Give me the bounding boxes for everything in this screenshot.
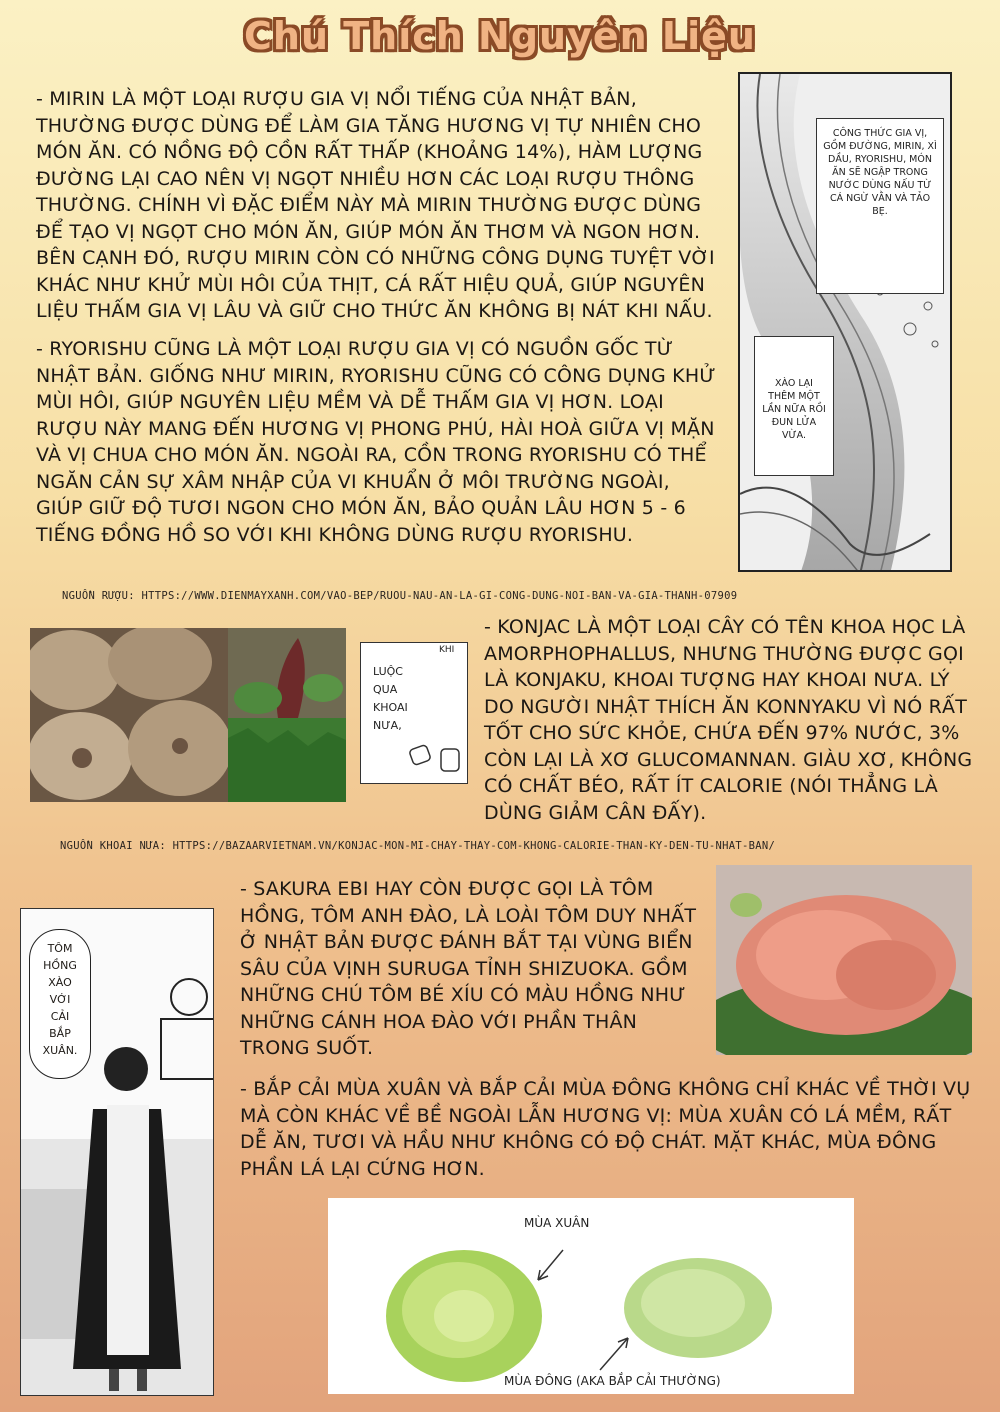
bubble-line: CẢI — [50, 1010, 70, 1023]
manga-panel-shop — [20, 908, 214, 1396]
cabbage-illustration — [328, 1198, 854, 1394]
cabbage-comparison-panel — [328, 1198, 854, 1394]
manga-panel-sauce — [738, 72, 952, 572]
sakura-ebi-paragraph: - SAKURA EBI HAY CÒN ĐƯỢC GỌI LÀ TÔM HỒNG, TÔM ANH ĐÀO, LÀ LOÀI TÔM DUY NHẤT Ở NHẬT BẢN ĐƯỢC ĐÁNH BẮT TẠI VÙNG BIỂN SÂU CỦA VỊNH SURUGA TỈNH SHIZUOKA. GỒM NHỮNG CHÚ TÔM BÉ XÍU CÓ MÀU HỒNG NHƯ NHỮNG CÁNH HOA ĐÀO VỚI PHẦN THÂN TRONG SUỐT. — [240, 878, 697, 1059]
speech-bubble — [29, 929, 91, 1079]
konjac-tubers-illustration — [30, 628, 228, 802]
winter-cabbage-label: MÙA ĐÔNG (AKA BẮP CẢI THƯỜNG) — [504, 1374, 721, 1388]
konjac-plant-illustration — [228, 628, 346, 802]
manga2-top-text: KHI — [439, 645, 455, 655]
manga-panel-konjac — [360, 642, 468, 784]
ryorishu-paragraph: - RYORISHU CŨNG LÀ MỘT LOẠI RƯỢU GIA VỊ CÓ NGUỒN GỐC TỪ NHẬT BẢN. GIỐNG NHƯ MIRIN, RYORISHU CŨNG CÓ CÔNG DỤNG KHỬ MÙI HÔI, GIÚP NGUYÊN LIỆU MỀM VÀ DỄ THẤM GIA VỊ HƠN. LOẠI RƯỢU NÀY MANG ĐẾN HƯƠNG VỊ PHONG PHÚ, HÀI HOÀ GIỮA VỊ MẶN VÀ VỊ CHUA CHO MÓN ĂN. NGOÀI RA, CỒN TRONG RYORISHU CÓ THỂ NGĂN CẢN SỰ XÂM NHẬP CỦA VI KHUẨN Ở MÔI TRƯỜNG NGOÀI, GIÚP GIỮ ĐỘ TƯƠI NGON CHO MÓN ĂN, BẢO QUẢN LÂU HƠN 5 - 6 TIẾNG ĐỒNG HỒ SO VỚI KHI KHÔNG DÙNG RƯỢU RYORISHU. — [36, 338, 716, 546]
konjac-paragraph: - KONJAC LÀ MỘT LOẠI CÂY CÓ TÊN KHOA HỌC LÀ AMORPHOPHALLUS, NHƯNG THƯỜNG ĐƯỢC GỌI LÀ KONJAKU, KHOAI TƯỢNG HAY KHOAI NƯA. LÝ DO NGƯỜI NHẬT THÍCH ĂN KONNYAKU VÌ NÓ RẤT TỐT CHO SỨC KHỎE, CHỨA ĐẾN 97% NƯỚC, 3% CÒN LẠI LÀ XƠ GLUCOMANNAN. GIÀU XƠ, KHÔNG CÓ CHẤT BÉO, RẤT ÍT CALORIE (NÓI THẲNG LÀ DÙNG GIẢM CÂN ĐẤY). — [484, 616, 973, 824]
bubble-line: XUÂN. — [42, 1044, 78, 1057]
bubble-line: HỒNG — [43, 959, 77, 972]
bubble-line: XÀO — [48, 976, 72, 989]
bubble-line: VỚI — [49, 993, 71, 1006]
source-khoai-nua: NGUỒN KHOAI NƯA: HTTPS://BAZAARVIETNAM.VN/KONJAC-MON-MI-CHAY-THAY-COM-KHONG-CALORIE-THAN-KY-DEN-TU-NHAT-BAN/ — [60, 840, 776, 852]
mirin-paragraph: - MIRIN LÀ MỘT LOẠI RƯỢU GIA VỊ NỔI TIẾNG CỦA NHẬT BẢN, THƯỜNG ĐƯỢC DÙNG ĐỂ LÀM GIA TĂNG HƯƠNG VỊ TỰ NHIÊN CHO MÓN ĂN. CÓ NỒNG ĐỘ CỒN RẤT THẤP (KHOẢNG 14%), HÀM LƯỢNG ĐƯỜNG LẠI CAO NÊN VỊ NGỌT NHIỀU HƠN CÁC LOẠI RƯỢU THÔNG THƯỜNG. CHÍNH VÌ ĐẶC ĐIỂM NÀY MÀ MIRIN THƯỜNG ĐƯỢC DÙNG ĐỂ TẠO VỊ NGỌT CHO MÓN ĂN, GIÚP MÓN ĂN THƠM VÀ NGON HƠN. BÊN CẠNH ĐÓ, RƯỢU MIRIN CÒN CÓ NHỮNG CÔNG DỤNG TUYỆT VỜI KHÁC NHƯ KHỬ MÙI HÔI CỦA THỊT, CÁ RẤT HIỆU QUẢ, GIÚP NGUYÊN LIỆU THẤM GIA VỊ LÂU VÀ GIỮ CHO THỨC ĂN KHÔNG BỊ NÁT KHI NẤU. — [36, 88, 715, 322]
manga-caption-bottom: XÀO LẠI THÊM MỘT LẦN NỮA RỒI ĐUN LỬA VỪA. — [754, 336, 834, 476]
manga-caption-top: CÔNG THỨC GIA VỊ, GỒM ĐƯỜNG, MIRIN, XÌ DẦU, RYORISHU, MÓN ĂN SẼ NGẬP TRONG NƯỚC DÙNG NẤU TỪ CÁ NGỪ VẰN VÀ TẢO BẸ. — [816, 118, 944, 294]
konjac-tubers-photo — [30, 628, 228, 802]
manga2-line: LUỘC — [373, 665, 403, 678]
bubble-line: TÔM — [47, 942, 73, 955]
sakura-ebi-illustration — [716, 865, 972, 1055]
cabbage-paragraph: - BẮP CẢI MÙA XUÂN VÀ BẮP CẢI MÙA ĐÔNG KHÔNG CHỈ KHÁC VỀ THỜI VỤ MÀ CÒN KHÁC VỀ BỀ NGOÀI LẪN HƯƠNG VỊ: MÙA XUÂN CÓ LÁ MỀM, RẤT DỄ ĂN, TƯƠI VÀ HẦU NHƯ KHÔNG CÓ ĐỘ CHÁT. MẶT KHÁC, MÙA ĐÔNG PHẦN LÁ LẠI CỨNG HƠN. — [240, 1078, 971, 1180]
konjac-plant-photo — [228, 628, 346, 802]
manga2-line: QUA — [373, 683, 398, 696]
source-ruou: NGUỒN RƯỢU: HTTPS://WWW.DIENMAYXANH.COM/VAO-BEP/RUOU-NAU-AN-LA-GI-CONG-DUNG-NOI-BAN-VA-GIA-THANH-07909 — [62, 590, 738, 602]
bubble-line: BẮP — [49, 1027, 71, 1040]
page-title: Chú Thích Nguyên Liệu — [244, 14, 756, 58]
manga2-caption — [361, 655, 467, 735]
sakura-ebi-photo — [716, 865, 972, 1055]
spring-cabbage-label: MÙA XUÂN — [524, 1216, 590, 1230]
konjac-pieces-icon — [407, 739, 467, 779]
manga2-line: KHOAI — [373, 701, 408, 714]
manga2-line: NƯA, — [373, 719, 402, 732]
